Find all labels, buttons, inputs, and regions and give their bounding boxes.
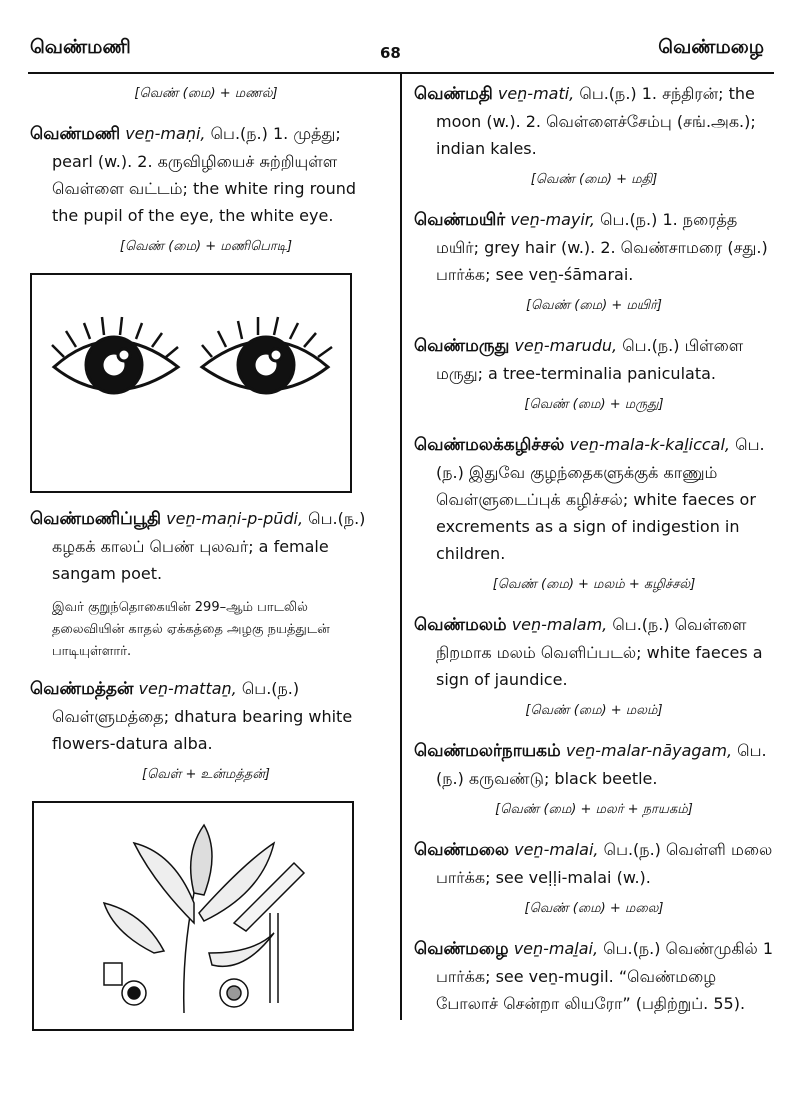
gloss: பெ.(ந.) கழகக் காலப் பெண் புலவர்; a female sangam poet. — [52, 509, 366, 583]
gloss: பெ.(ந.) கருவண்டு; black beetle. — [436, 741, 767, 788]
gloss: பெ.(ந.) 1. முத்து; pearl (w.). 2. கருவிழியைச் சுற்றியுள்ள வெள்ளை வட்டம்; the white ring round the pupil of the eye, the white eye. — [52, 124, 357, 225]
etymology: [வெண் (மை) + மயிர்] — [525, 298, 663, 313]
gloss: பெ.(ந.) இதுவே குழந்தைகளுக்குக் காணும் வெள்ளுடைப்புக் கழிச்சல்; white faeces or excrements as a sign of indigestion in children. — [436, 435, 765, 563]
etymology: [வெண் (மை) + மருது] — [524, 397, 664, 412]
left-eye — [52, 317, 178, 393]
dictionary-entry — [30, 675, 382, 757]
headword: வெண்மழை — [414, 939, 509, 959]
dictionary-entry — [414, 836, 774, 891]
headword: வெண்மலம் — [414, 615, 507, 635]
page-header — [0, 0, 800, 76]
gloss: பெ.(ந.) வெள்ளை நிறமாக மலம் வெளிப்படல்; white faeces a sign of jaundice. — [436, 615, 763, 689]
headword: வெண்மருது — [414, 336, 510, 356]
etymology: [வெண் (மை) + மலை] — [524, 901, 664, 916]
transliteration: veṉ-mala-k-kaḻiccal, — [569, 435, 731, 454]
column-divider — [400, 72, 402, 1020]
etymology: [வெண் (மை) + மலர் + நாயகம்] — [495, 802, 693, 817]
entry-note: இவர் குறுந்தொகையின் 299–ஆம் பாடலில் தலைவியின் காதல் ஏக்கத்தை அழகு நயத்துடன் பாடியுள்ளார். — [52, 600, 330, 659]
eyes-figure — [30, 273, 352, 493]
dictionary-entry — [414, 206, 774, 288]
headword: வெண்மயிர் — [414, 210, 506, 230]
running-head-left: வெண்மணி — [30, 36, 131, 58]
transliteration: veṉ-maḻai, — [513, 939, 599, 958]
right-column — [414, 80, 774, 1027]
etymology: [வெண் (மை) + மதி] — [530, 172, 658, 187]
etymology: [வெண் (மை) + மலம் + கழிச்சல்] — [492, 577, 696, 592]
gloss: பெ.(ந.) பிள்ளை மருது; a tree-terminalia paniculata. — [436, 336, 744, 383]
dictionary-entry — [414, 611, 774, 693]
etymology: [வெண் (மை) + மலம்] — [525, 703, 663, 718]
running-head-right: வெண்மழை — [658, 36, 764, 58]
transliteration: veṉ-mati, — [497, 84, 575, 103]
dictionary-entry — [414, 737, 774, 792]
headword: வெண்மதி — [414, 84, 493, 104]
gloss: பெ.(ந.) வெண்முகில் 1 பார்க்க; see veṉ-mugil. “வெண்மழை போலாச் சென்றா லியரோ” (பதிற்றுப். 55). — [436, 939, 774, 1013]
left-column — [30, 80, 382, 1043]
dictionary-entry — [30, 120, 382, 229]
headword: வெண்மலை — [414, 840, 510, 860]
transliteration: veṉ-mattaṉ, — [138, 679, 237, 698]
dictionary-entry — [414, 80, 774, 162]
transliteration: veṉ-malar-nāyagam, — [565, 741, 733, 760]
transliteration: veṉ-mayir, — [510, 210, 595, 229]
dictionary-entry — [414, 332, 774, 387]
etymology: [வெள் + உன்மத்தன்] — [142, 767, 270, 782]
dictionary-entry — [30, 505, 382, 587]
transliteration: veṉ-maṇi-p-pūdi, — [166, 509, 304, 528]
transliteration: veṉ-malai, — [514, 840, 599, 859]
headword: வெண்மணிப்பூதி — [30, 509, 162, 529]
gloss: பெ.(ந.) வெள்ளுமத்தை; dhatura bearing white flowers-datura alba. — [52, 679, 353, 753]
headword: வெண்மத்தன் — [30, 679, 134, 699]
gloss: பெ.(ந.) வெள்ளி மலை பார்க்க; see veḷḷi-malai (w.). — [436, 840, 773, 887]
transliteration: veṉ-maṇi, — [125, 124, 206, 143]
page-number: 68 — [380, 44, 401, 62]
etymology: [வெண் (மை) + மணல்] — [134, 86, 278, 101]
headword: வெண்மலர்நாயகம் — [414, 741, 561, 761]
gloss: பெ.(ந.) 1. நரைத்த மயிர்; grey hair (w.). 2. வெண்சாமரை (சது.) பார்க்க; see veṉ-śāmarai. — [436, 210, 768, 284]
right-eye — [202, 317, 332, 393]
dictionary-entry — [414, 935, 774, 1017]
etymology: [வெண் (மை) + மணிபொடி] — [119, 239, 293, 254]
gloss: பெ.(ந.) 1. சந்திரன்; the moon (w.). 2. வெள்ளைச்சேம்பு (சங்.அக.); indian kales. — [436, 84, 756, 158]
dictionary-entry — [414, 431, 774, 567]
plant-figure — [32, 801, 354, 1031]
dhatura-plant-illustration — [34, 803, 352, 1029]
eyes-illustration — [32, 275, 350, 491]
headword: வெண்மலக்கழிச்சல் — [414, 435, 565, 455]
headword: வெண்மணி — [30, 124, 121, 144]
transliteration: veṉ-marudu, — [514, 336, 618, 355]
transliteration: veṉ-malam, — [511, 615, 608, 634]
